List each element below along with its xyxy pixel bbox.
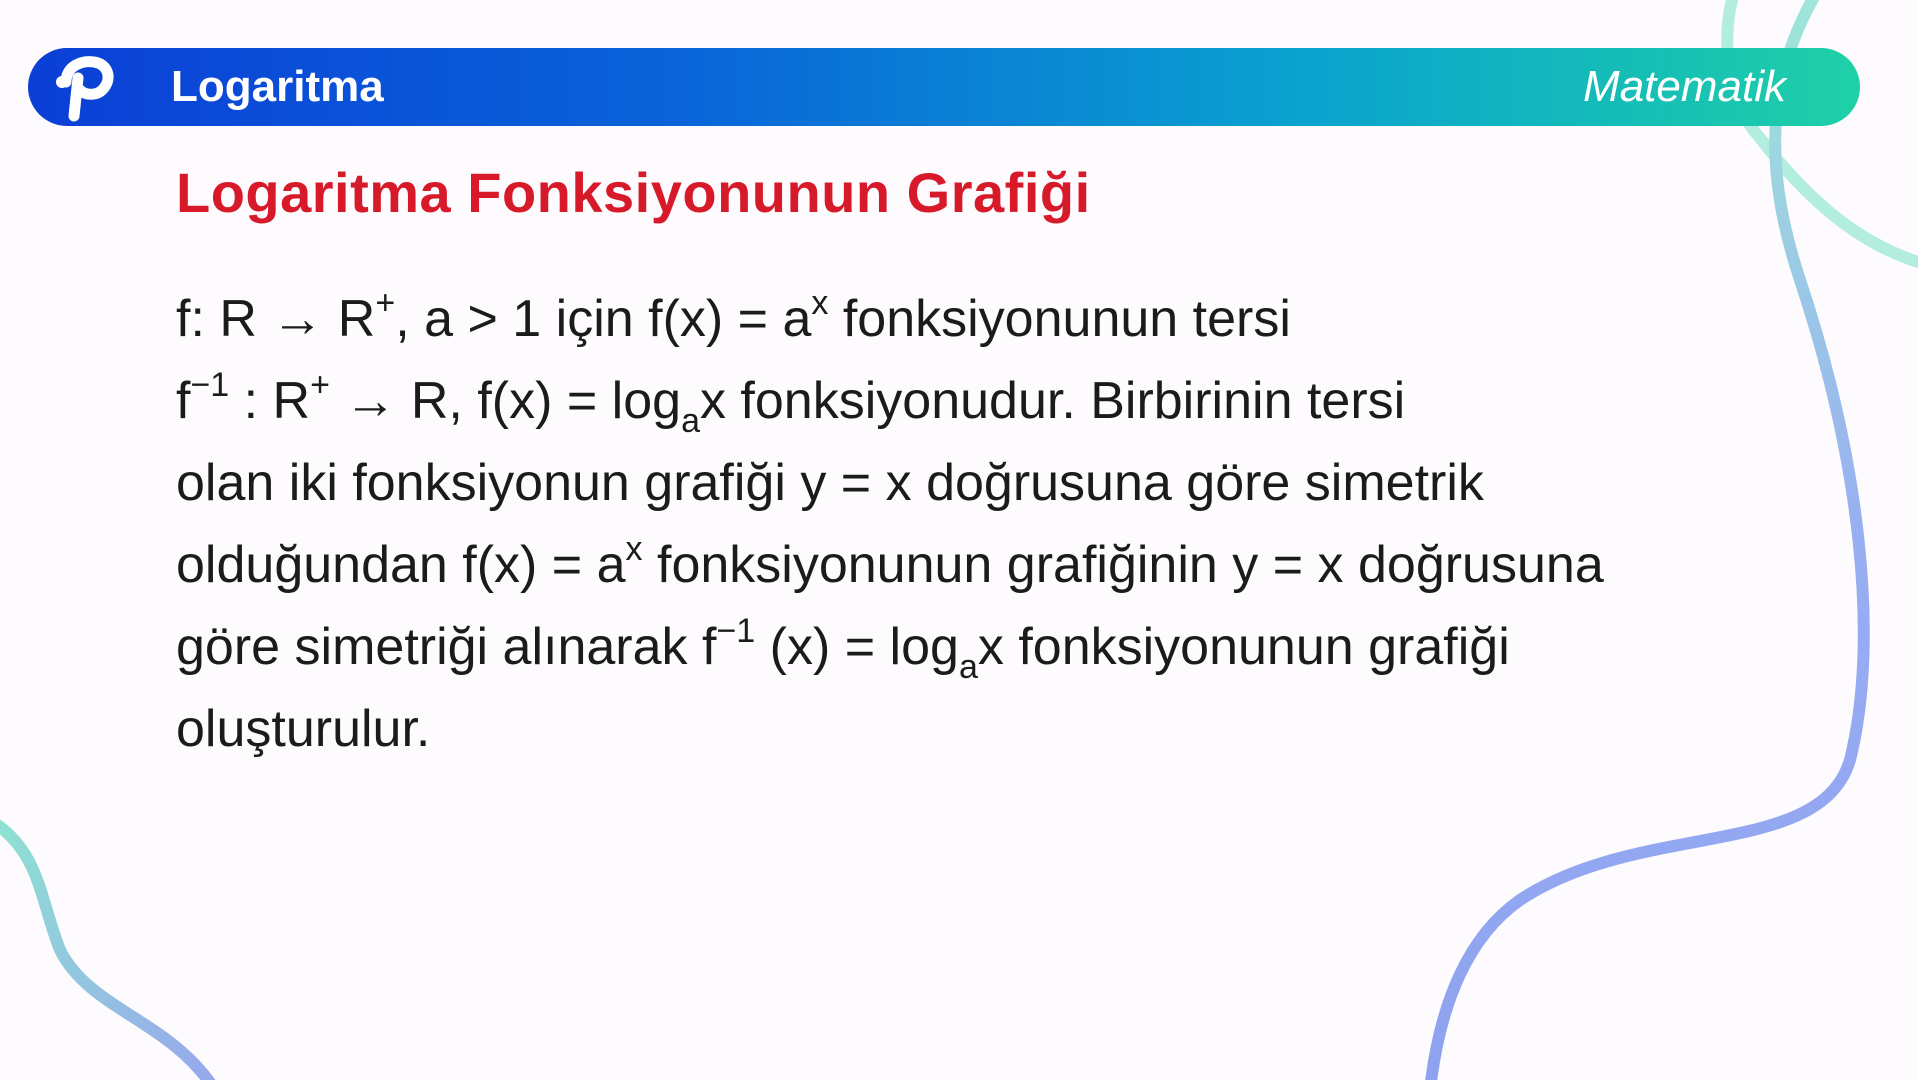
section-title: Logaritma Fonksiyonunun Grafiği (176, 161, 1091, 224)
text-run: x fonksiyonunun grafiği (977, 618, 1510, 676)
superscript: −1 (716, 612, 756, 650)
subscript: a (681, 402, 700, 440)
text-run: x fonksiyonudur. Birbirinin tersi (699, 372, 1406, 430)
superscript: + (310, 366, 330, 404)
superscript: x (811, 284, 829, 322)
paragraph-line-5 (176, 606, 1776, 688)
decor-curve-bottom-left (0, 820, 215, 1080)
text-run: f: R → R (176, 290, 376, 348)
text-run: f (176, 372, 191, 430)
text-run: : R (229, 372, 311, 430)
paragraph-line-3: olan iki fonksiyonun grafiği y = x doğrusuna göre simetrik (176, 454, 1484, 512)
superscript: −1 (190, 366, 230, 404)
text-run: göre simetriği alınarak f (176, 618, 717, 676)
superscript: x (625, 530, 643, 568)
text-run: fonksiyonunun tersi (828, 290, 1291, 348)
text-run: , a > 1 için f(x) = a (395, 290, 812, 348)
text-run: → R, f(x) = log (329, 372, 682, 430)
paragraph-line-4 (176, 524, 1776, 606)
text-run: olduğundan f(x) = a (176, 536, 626, 594)
superscript: + (375, 284, 396, 322)
paragraph-line-2 (176, 360, 1776, 442)
brand-logo-icon (48, 52, 120, 124)
paragraph-line-1 (176, 278, 1776, 360)
subscript: a (958, 648, 978, 686)
text-run: fonksiyonunun grafiğinin y = x doğrusuna (642, 536, 1604, 594)
paragraph-line-6: oluşturulur. (176, 700, 431, 758)
decor-curve-top-right (1727, 0, 1918, 262)
header-title: Logaritma (171, 62, 384, 111)
header-subject: Matematik (1583, 62, 1786, 111)
text-run: (x) = log (755, 618, 959, 676)
definition-paragraph (176, 278, 1776, 770)
